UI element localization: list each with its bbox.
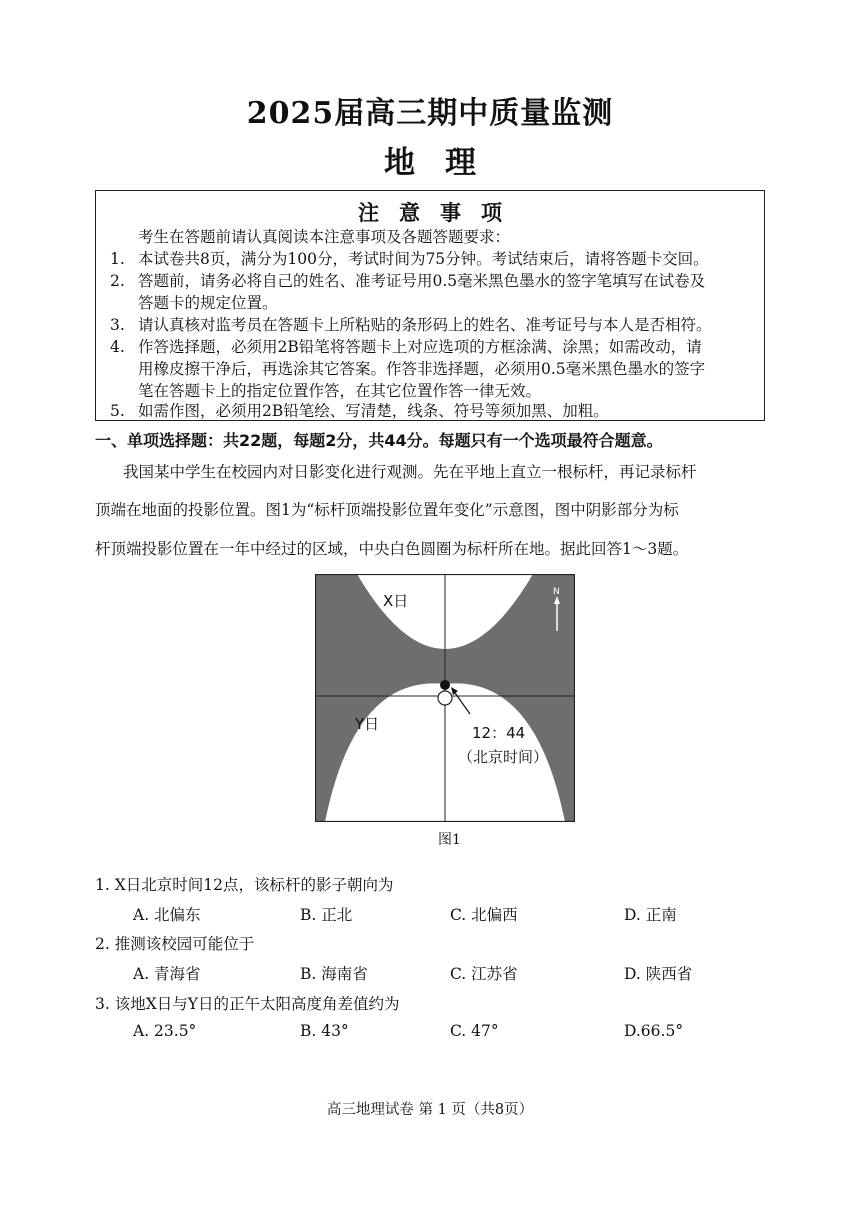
option-a[interactable]: A. 青海省	[133, 965, 201, 983]
option-b[interactable]: B. 海南省	[300, 965, 368, 983]
question-stem: 2. 推测该校园可能位于	[95, 935, 255, 953]
notice-item-text: 用橡皮擦干净后，再选涂其它答案。作答非选择题，必须用0.5毫米黑色墨水的签字	[138, 360, 706, 378]
figure-caption: 图1	[438, 832, 461, 848]
option-a[interactable]: A. 北偏东	[133, 906, 201, 924]
exam-title: 2025届高三期中质量监测	[246, 96, 614, 131]
option-c[interactable]: C. 江苏省	[450, 965, 518, 983]
notice-item-number: 2.	[110, 272, 125, 290]
notice-item-number: 5.	[110, 402, 125, 420]
option-d[interactable]: D. 陕西省	[624, 965, 693, 983]
time-note-label: （北京时间）	[458, 748, 549, 766]
subject-title: 地理	[384, 145, 506, 181]
notice-item-text: 请认真核对监考员在答题卡上所粘贴的条形码上的姓名、准考证号与本人是否相符。	[138, 316, 712, 334]
passage-line: 我国某中学生在校园内对日影变化进行观测。先在平地上直立一根标杆，再记录标杆	[123, 463, 697, 481]
notice-item-text: 作答选择题，必须用2B铅笔将答题卡上对应选项的方框涂满、涂黑；如需改动，请	[138, 338, 702, 356]
notice-item-text: 如需作图，必须用2B铅笔绘、写清楚，线条、符号等须加黑、加粗。	[138, 402, 609, 420]
notice-item-number: 1.	[110, 250, 125, 268]
question-stem: 3. 该地X日与Y日的正午太阳高度角差值约为	[95, 995, 400, 1013]
notice-item-text: 笔在答题卡上的指定位置作答，在其它位置作答一律无效。	[138, 382, 542, 400]
notice-item-number: 3.	[110, 316, 125, 334]
passage-line: 顶端在地面的投影位置。图1为“标杆顶端投影位置年变化”示意图，图中阴影部分为标	[95, 501, 679, 519]
shadow-tip-dot	[440, 680, 450, 690]
notice-item-text: 答题卡的规定位置。	[138, 294, 278, 312]
north-label: N	[553, 587, 560, 597]
notice-title: 注意事项	[358, 200, 522, 225]
passage-line: 杆顶端投影位置在一年中经过的区域，中央白色圆圈为标杆所在地。据此回答1～3题。	[95, 540, 689, 558]
option-d[interactable]: D.66.5°	[624, 1022, 684, 1040]
section-heading: 一、单项选择题：共22题，每题2分，共44分。每题只有一个选项最符合题意。	[95, 431, 663, 450]
time-label: 12：44	[472, 724, 526, 742]
notice-item-number: 4.	[110, 338, 125, 356]
option-c[interactable]: C. 北偏西	[450, 906, 518, 924]
pole-location-circle	[438, 691, 452, 705]
question-stem: 1. X日北京时间12点，该标杆的影子朝向为	[95, 876, 394, 894]
notice-item-text: 答题前，请务必将自己的姓名、准考证号用0.5毫米黑色墨水的签字笔填写在试卷及	[138, 272, 706, 290]
option-a[interactable]: A. 23.5°	[133, 1022, 197, 1040]
notice-item-text: 本试卷共8页，满分为100分，考试时间为75分钟。考试结束后，请将答题卡交回。	[138, 250, 709, 268]
page-footer: 高三地理试卷 第 1 页（共8页）	[326, 1102, 534, 1118]
label-y-day: Y日	[355, 715, 380, 733]
option-c[interactable]: C. 47°	[450, 1022, 499, 1040]
notice-intro: 考生在答题前请认真阅读本注意事项及各题答题要求：	[138, 228, 511, 246]
option-b[interactable]: B. 正北	[300, 906, 353, 924]
option-d[interactable]: D. 正南	[624, 906, 677, 924]
option-b[interactable]: B. 43°	[300, 1022, 349, 1040]
sun-shadow-figure	[315, 574, 575, 822]
label-x-day: X日	[383, 592, 409, 610]
